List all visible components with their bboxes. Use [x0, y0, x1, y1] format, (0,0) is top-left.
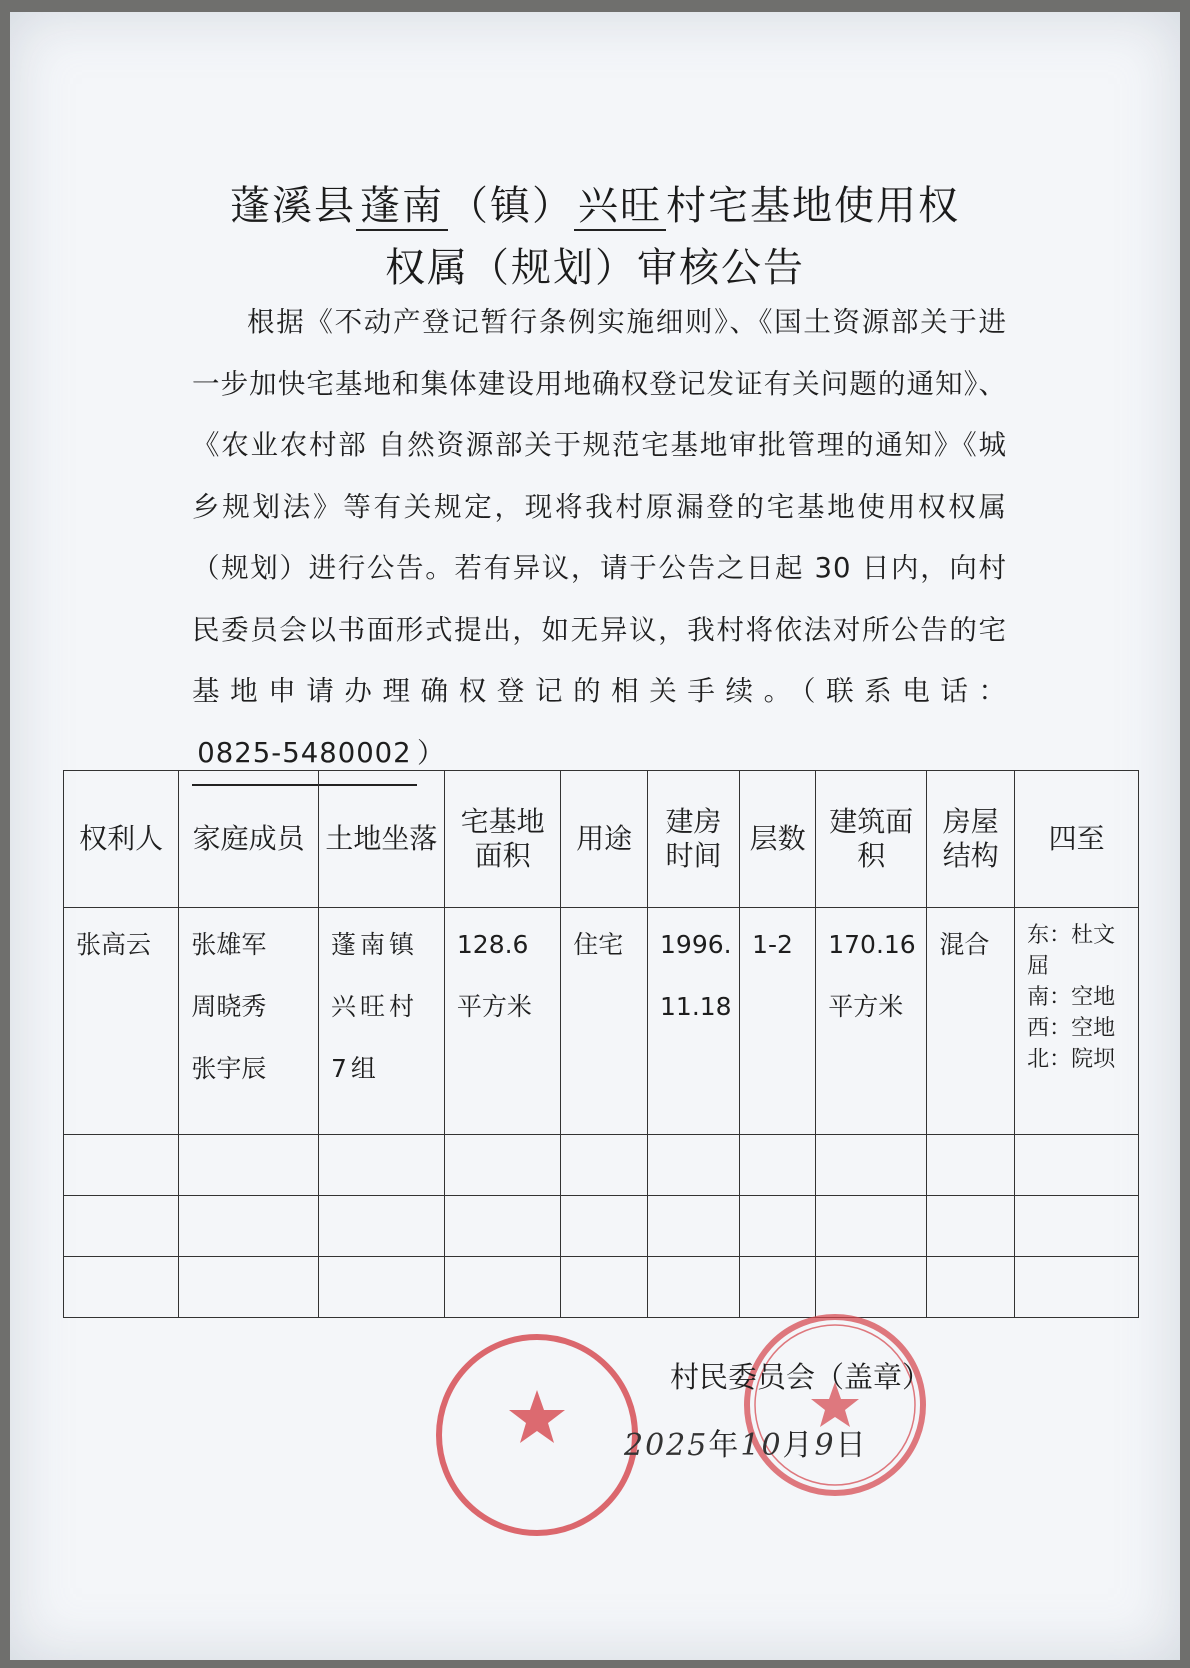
cell-land-area: 128.6 平方米	[444, 908, 560, 1135]
homestead-table	[63, 770, 1139, 1318]
cell-structure: 混合	[927, 908, 1015, 1135]
handwritten-year: 2025	[624, 1428, 709, 1463]
signature-date	[514, 1420, 868, 1464]
date-year-char: 年	[708, 1428, 741, 1463]
handwritten-day: 9	[814, 1428, 836, 1463]
cell-floors: 1-2	[740, 908, 816, 1135]
contact-phone: 0825-5480002	[192, 723, 417, 787]
notice-closing: ）	[417, 736, 446, 769]
cell-building-area: 170.16 平方米	[816, 908, 927, 1135]
family-member: 张雄军	[191, 930, 267, 959]
cell-boundaries	[1015, 908, 1139, 1135]
title-county: 蓬溪县	[230, 183, 356, 229]
header-building-area: 建筑面积	[816, 771, 927, 908]
family-member: 周晓秀	[191, 992, 267, 1021]
header-land-area: 宅基地面积	[444, 771, 560, 908]
table-row	[64, 908, 1139, 1135]
blank-row	[64, 1196, 1139, 1257]
title-town: 蓬南	[356, 183, 448, 231]
date-month-char: 月	[782, 1428, 815, 1463]
boundary-north: 北：院坝	[1027, 1047, 1116, 1072]
notice-title-line1	[0, 174, 1190, 231]
header-boundaries: 四至	[1015, 771, 1139, 908]
cell-family	[179, 908, 319, 1135]
header-location: 土地坐落	[318, 771, 444, 908]
cell-location: 蓬南镇兴旺村7组	[318, 908, 444, 1135]
title-town-suffix: （镇）	[448, 183, 574, 229]
header-owner: 权利人	[64, 771, 179, 908]
table-header-row	[64, 771, 1139, 908]
title-village: 兴旺	[574, 183, 666, 231]
village-committee-seal	[740, 1310, 930, 1500]
notice-body-text: 根据《不动产登记暂行条例实施细则》、《国土资源部关于进一步加快宅基地和集体建设用地确权登记发证有关问题的通知》、《农业农村部 自然资源部关于规范宅基地审批管理的通知》《城乡规划法》等有关规定，现将我村原漏登的宅基地使用权权属（规划）进行公告。若有异议，请于公告之日起 30 日内，向村民委员会以书面形式提出，如无异议，我村将依法对所公告的宅基地申请办理确权登记的相关手续。（联系电话：	[192, 306, 1007, 707]
cell-use: 住宅	[561, 908, 648, 1135]
boundary-east: 东：杜文屈	[1027, 923, 1116, 979]
header-family: 家庭成员	[179, 771, 319, 908]
header-structure: 房屋结构	[927, 771, 1015, 908]
boundary-south: 南：空地	[1027, 985, 1116, 1010]
header-use: 用途	[561, 771, 648, 908]
date-day-char: 日	[835, 1428, 868, 1463]
notice-body	[192, 292, 1007, 786]
header-build-time: 建房时间	[648, 771, 740, 908]
cell-build-time: 1996. 11.18	[648, 908, 740, 1135]
title-suffix: 村宅基地使用权	[666, 183, 960, 229]
header-floors: 层数	[740, 771, 816, 908]
boundary-west: 西：空地	[1027, 1016, 1116, 1041]
handwritten-month: 10	[740, 1428, 783, 1463]
notice-title-line2: 权属（规划）审核公告	[385, 245, 805, 291]
cell-owner: 张高云	[64, 908, 179, 1135]
blank-row	[64, 1135, 1139, 1196]
blank-row	[64, 1257, 1139, 1318]
committee-signature: 村民委员会（盖章）	[670, 1360, 932, 1394]
family-member: 张宇辰	[191, 1054, 267, 1083]
